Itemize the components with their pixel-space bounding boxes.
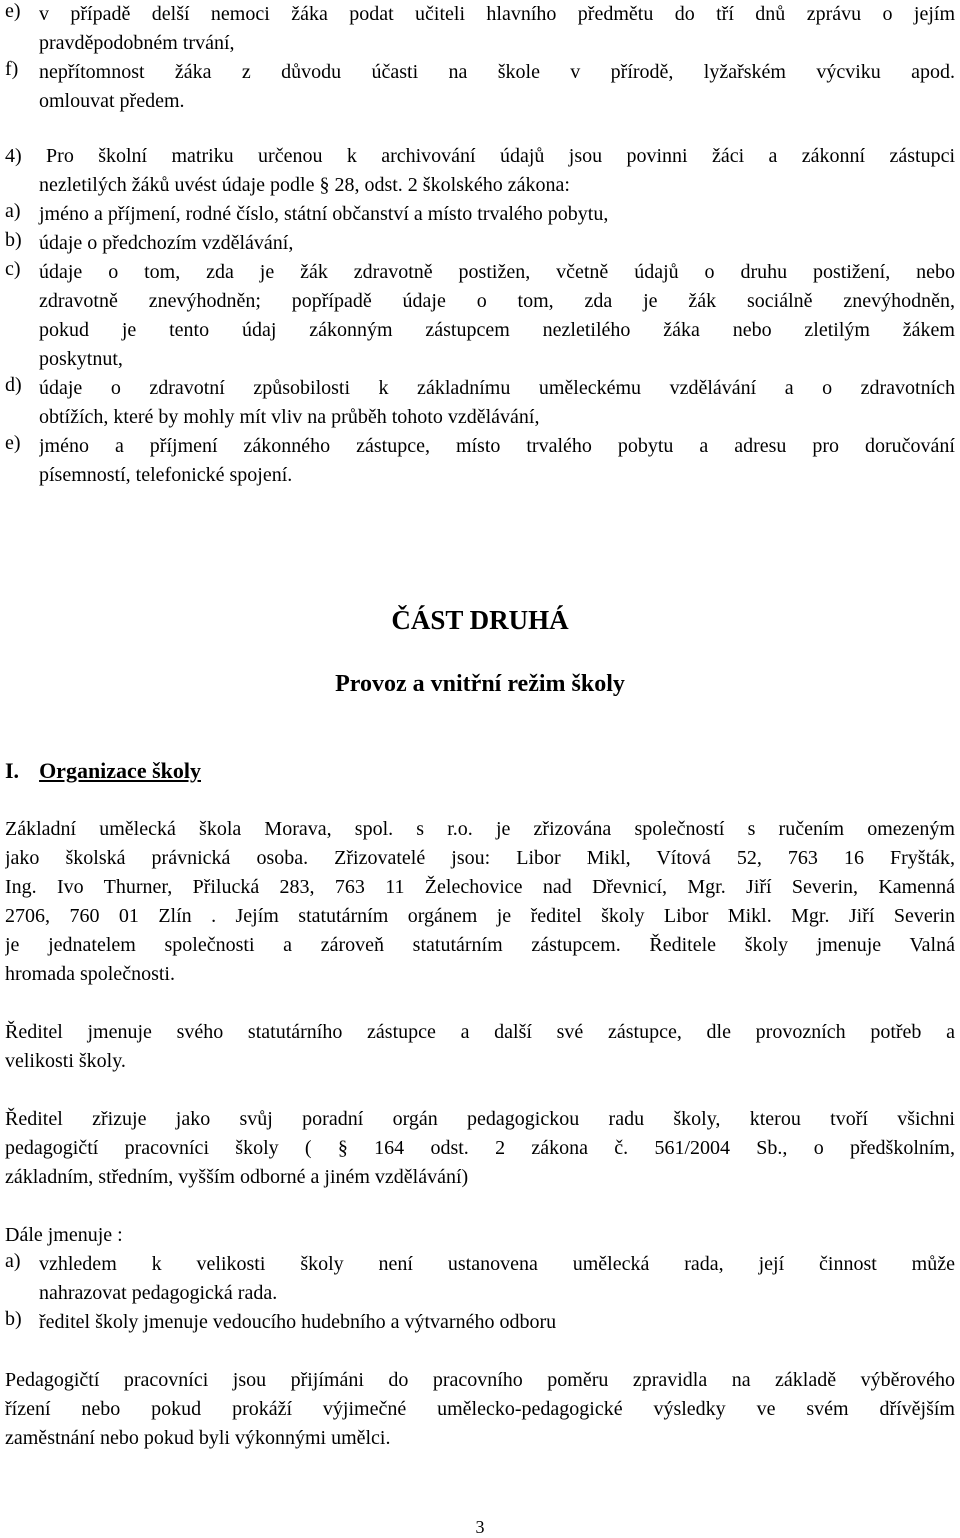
paragraph (5, 1105, 955, 1192)
paragraph-line: Ředitel jmenuje svého statutárního zástupce a další své zástupce, dle provozních potřeb a (5, 1021, 955, 1043)
list-item-text: v případě delší nemoci žáka podat učiteli hlavního předmětu do tří dnů zprávu o jejím (39, 3, 955, 25)
paragraph-line: zaměstnání nebo pokud byli výkonnými umělci. (5, 1427, 391, 1449)
paragraph-line: řízení nebo pokud prokáží výjimečné umělecko-pedagogické výsledky ve svém dřívějším (5, 1398, 955, 1420)
paragraph-line: Pedagogičtí pracovníci jsou přijímáni do pracovního poměru zpravidla na základě výběrového (5, 1369, 955, 1391)
paragraph-line: velikosti školy. (5, 1050, 126, 1072)
paragraph (5, 815, 955, 989)
list-item-text: jméno a příjmení zákonného zástupce, místo trvalého pobytu a adresu pro doručování (39, 435, 955, 457)
page-number: 3 (475, 1517, 485, 1537)
list-item-label: a) (5, 200, 21, 222)
paragraph-line: Ředitel zřizuje jako svůj poradní orgán pedagogickou radu školy, kterou tvoří všichni (5, 1108, 955, 1130)
list-item-text: údaje o tom, zda je žák zdravotně postižen, včetně údajů o druhu postižení, nebo (39, 261, 955, 283)
section-title: Organizace školy (39, 758, 201, 783)
section-heading (5, 758, 201, 784)
list-item-text: omlouvat předem. (39, 90, 185, 112)
paragraph (5, 1366, 955, 1453)
list-item-text: písemností, telefonické spojení. (39, 464, 293, 486)
list-item-label: a) (5, 1250, 21, 1272)
list-item-label: f) (5, 58, 19, 80)
list-item-text: nepřítomnost žáka z důvodu účasti na škole v přírodě, lyžařském výcviku apod. (39, 61, 955, 83)
part-title: ČÁST DRUHÁ (391, 605, 569, 635)
list-item-text: údaje o zdravotní způsobilosti k základnímu uměleckému vzdělávání a o zdravotních (39, 377, 955, 399)
list-item-label: e) (5, 0, 21, 22)
list-item-text: poskytnut, (39, 348, 123, 370)
list-item-label: b) (5, 229, 22, 251)
list-item-text: vzhledem k velikosti školy není ustanovena umělecká rada, její činnost může (39, 1253, 955, 1275)
list-item (5, 58, 955, 116)
list-item-text: nahrazovat pedagogická rada. (39, 1282, 278, 1304)
paragraph-line: Ing. Ivo Thurner, Přilucká 283, 763 11 Želechovice nad Dřevnicí, Mgr. Jiří Severin, Kamenná (5, 876, 955, 898)
paragraph-line: je jednatelem společnosti a zároveň statutárním zástupcem. Ředitele školy jmenuje Valná (5, 934, 955, 956)
list-item-label: c) (5, 258, 21, 280)
list-item-text: údaje o předchozím vzdělávání, (39, 232, 294, 254)
numbered-paragraph (5, 142, 955, 200)
list-item-text: pravděpodobném trvání, (39, 32, 235, 54)
list-item-text: ředitel školy jmenuje vedoucího hudebního a výtvarného odboru (39, 1311, 557, 1333)
section-number: I. (5, 758, 20, 783)
paragraph-number: 4) (5, 145, 22, 167)
paragraph-line: Dále jmenuje : (5, 1224, 123, 1246)
paragraph-line: pedagogičtí pracovníci školy ( § 164 odst. 2 zákona č. 561/2004 Sb., o předškolním, (5, 1137, 955, 1159)
list-item-text: obtížích, které by mohly mít vliv na průběh tohoto vzdělávání, (39, 406, 540, 428)
paragraph-text: nezletilých žáků uvést údaje podle § 28, odst. 2 školského zákona: (39, 174, 570, 196)
paragraph-line: hromada společnosti. (5, 963, 175, 985)
part-subtitle: Provoz a vnitřní režim školy (335, 671, 625, 697)
list-item-text: jméno a příjmení, rodné číslo, státní občanství a místo trvalého pobytu, (39, 203, 609, 225)
list-item-text: zdravotně znevýhodněn; popřípadě údaje o tom, zda je žák sociálně znevýhodněn, (39, 290, 955, 312)
list-item-text: pokud je tento údaj zákonným zástupcem nezletilého žáka nebo zletilým žákem (39, 319, 955, 341)
list-item-label: e) (5, 432, 21, 454)
paragraph-line: 2706, 760 01 Zlín . Jejím statutárním orgánem je ředitel školy Libor Mikl. Mgr. Jiří Severin (5, 905, 955, 927)
list-item-label: d) (5, 374, 22, 396)
paragraph (5, 1221, 955, 1250)
paragraph-line: základním, středním, vyšším odborné a jiném vzdělávání) (5, 1166, 469, 1188)
paragraph-line: Základní umělecká škola Morava, spol. s r.o. je zřizována společností s ručením omezeným (5, 818, 955, 840)
paragraph-text: Pro školní matriku určenou k archivování údajů jsou povinni žáci a zákonní zástupci (46, 145, 955, 167)
paragraph-line: jako školská právnická osoba. Zřizovatelé jsou: Libor Mikl, Vítová 52, 763 16 Fryšták, (5, 847, 955, 869)
list-item (5, 0, 955, 58)
list-item-label: b) (5, 1308, 22, 1330)
paragraph (5, 1018, 955, 1076)
